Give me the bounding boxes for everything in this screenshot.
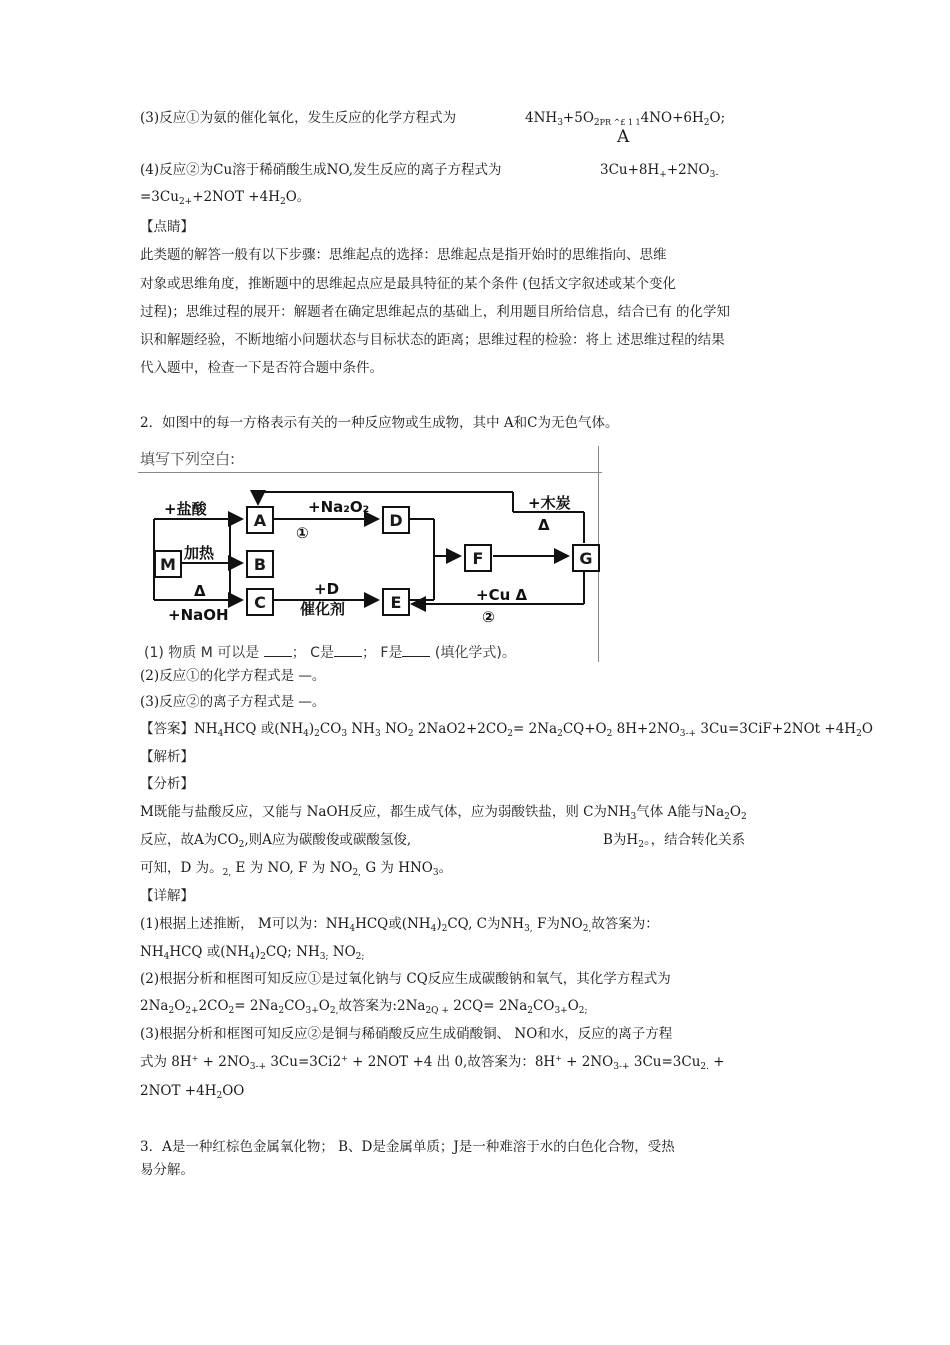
box-c: C	[246, 588, 274, 616]
q3-equation: $4NH_3+5O_{2PR \^{}£ 1 1}4NO+6H_2O$;	[525, 110, 726, 128]
analysis-heading: 【解析】	[140, 749, 194, 765]
q4-equation-cont: $=3Cu_{2+}+2NOT +4H_2O$。	[140, 189, 311, 207]
reaction-diagram	[138, 446, 602, 662]
question-2-part-3: (3)反应②的离子方程式是 —。	[140, 694, 326, 710]
figure-title: 填写下列空白:	[140, 450, 236, 468]
tip-heading: 【点睛】	[140, 219, 194, 235]
detail-1-answer: $NH_4HCQ$ 或$(NH_4)_2CQ$; $NH_{3;}$ $NO_{2;}$	[140, 944, 365, 962]
tip-line-3: 过程)；思维过程的展开：解题者在确定思维起点的基础上，利用题目所给信息，结合已有 的化学知	[140, 304, 731, 320]
detail-2: (2)根据分析和框图可知反应①是过氧化钠与 CQ反应生成碳酸钠和氧气，其化学方程式为	[140, 971, 671, 987]
label-delta-left: Δ	[194, 582, 206, 600]
blank-f	[402, 644, 430, 657]
box-m: M	[154, 550, 182, 578]
detail-heading: 【详解】	[140, 888, 194, 904]
analysis-line-1: M既能与盐酸反应，又能与 NaOH反应，都生成气体，应为弱酸铁盐，则 C为$NH_3$气体 A能与$Na_2O_2$	[140, 804, 747, 822]
label-heat: 加热	[184, 544, 215, 562]
q3-line	[140, 108, 456, 128]
box-d: D	[382, 506, 410, 534]
blank-m	[264, 644, 292, 657]
q3-condition: A	[617, 127, 630, 147]
label-cu: +Cu Δ	[476, 586, 528, 604]
question-3-line-2: 易分解。	[140, 1162, 194, 1178]
detail-3: (3)根据分析和框图可知反应②是铜与稀硝酸反应生成硝酸铜、 NO和水，反应的离子方程	[140, 1026, 673, 1042]
label-na2o2: +Na₂O₂	[308, 498, 370, 516]
label-naoh: +NaOH	[168, 606, 229, 624]
blank-c	[334, 644, 362, 657]
question-2: 2．如图中的每一方格表示有关的一种反应物或生成物，其中 A和C为无色气体。	[140, 415, 619, 431]
detail-3-equation: 式为 $8H^+ + 2NO_{3-+}$ 3Cu=3Ci2+ + 2NOT +4 出 0,故答案为：$8H^+ + 2NO_{3-+}$ $3Cu=3Cu_{2.}$ +	[140, 1054, 725, 1072]
analysis-line-2: 反应，故A为$CO_2$,则A应为碳酸俊或碳酸氢俊,	[140, 832, 412, 850]
answer-line: 【答案】$NH_4HCQ$ 或$(NH_4)_2CO_3$ $NH_3$ $NO_2$ $2NaO2+2CO_2= 2Na_2CQ+O_2$ $8H+2NO_{3-+}$ $3Cu=3CiF+2NOt +4H_2O$	[140, 721, 873, 739]
label-plus-d: +D	[314, 580, 340, 598]
tip-line-2: 对象或思维角度，推断题中的思维起点应是最具特征的某个条件 (包括文字叙述或某个变化	[140, 276, 677, 292]
analysis-line-2-cont: B为$H_2$。，结合转化关系	[603, 832, 746, 850]
tip-line-5: 代入题中，检查一下是否符合题中条件。	[140, 360, 383, 376]
box-f: F	[464, 544, 492, 572]
tip-line-1: 此类题的解答一般有以下步骤：思维起点的选择：思维起点是指开始时的思维指向、思维	[140, 247, 667, 263]
detail-2-equation: $2Na_2O_{2+}2CO_2= 2Na_2CO_{3+}O_{2,}$故答案为$:2Na_{2Q +}$ $2CQ= 2Na_2CO_{3+}O_{2;}$	[140, 998, 588, 1016]
detail-1: (1)根据上述推断， M可以为：$NH_4HCQ$或$(NH_4)_2CQ$, C为$NH_{3,}$ F为$NO_{2,}$故答案为：	[140, 916, 659, 934]
label-delta-right: Δ	[538, 516, 550, 534]
analysis-line-3: 可知，D 为。$_{2,}$ E 为 NO, F 为 $NO_{2,}$ G 为 $HNO_3$。	[140, 860, 453, 878]
detail-3-equation-cont: $2NOT +4H_2OO$	[140, 1083, 245, 1101]
box-g: G	[572, 544, 600, 572]
q4-equation: $3Cu+8H_++2NO_{3-}$	[600, 162, 719, 180]
box-e: E	[382, 588, 410, 616]
fenxi-heading: 【分析】	[140, 776, 194, 792]
box-b: B	[246, 550, 274, 578]
label-charcoal: +木炭	[528, 494, 571, 512]
label-catalyst: 催化剂	[300, 600, 346, 618]
figure-caption: (1) 物质 M 可以是 ； C是 ； F是 (填化学式)。	[144, 645, 516, 661]
q3-text: (3)反应①为氨的催化氧化，发生反应的化学方程式为	[140, 110, 457, 126]
label-circle-2: ②	[482, 608, 495, 626]
question-2-part-2: (2)反应①的化学方程式是 —。	[140, 668, 326, 684]
box-a: A	[246, 506, 274, 534]
label-circle-1: ①	[296, 524, 309, 542]
q4-line: (4)反应②为Cu溶于稀硝酸生成NO,发生反应的离子方程式为	[140, 162, 502, 178]
label-hcl: +盐酸	[164, 500, 207, 518]
tip-line-4: 识和解题经验，不断地缩小问题状态与目标状态的距离；思维过程的检验：将上 述思维过程的结果	[140, 332, 725, 348]
question-3-line-1: 3．A是一种红棕色金属氧化物； B、D是金属单质；J是一种难溶于水的白色化合物，受热	[140, 1139, 675, 1155]
